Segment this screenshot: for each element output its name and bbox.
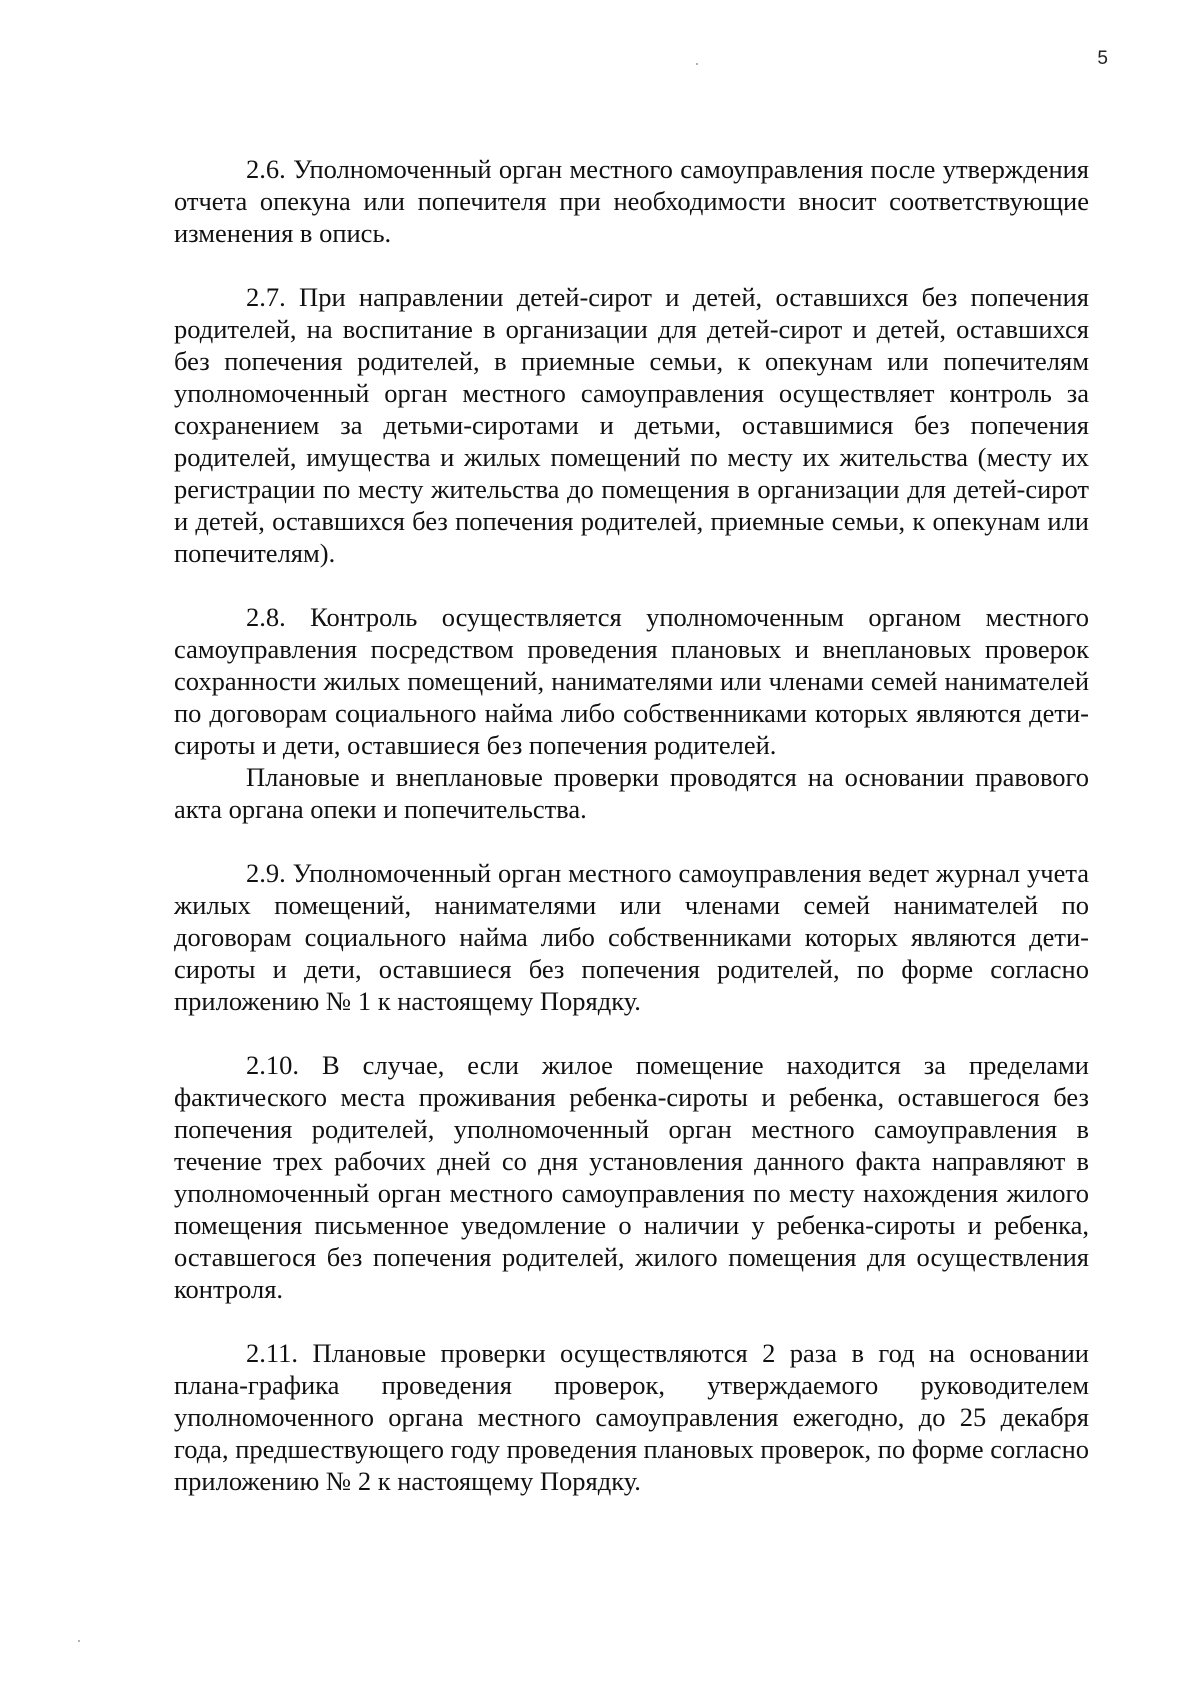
paragraph-2-8: 2.8. Контроль осуществляется уполномоченным органом местного самоуправления посредством проведения плановых и внеплановых проверок сохранности жилых помещений, нанимателями или членами семей нанимателей по договорам социального найма либо собственниками которых являются дети-сироты и дети, оставшиеся без попечения родителей. [174,602,1089,760]
scan-speck [696,63,698,65]
paragraph-2-9: 2.9. Уполномоченный орган местного самоуправления ведет журнал учета жилых помещений, нанимателями или членами семей нанимателей по договорам социального найма либо собственниками которых являются дети-сироты и дети, оставшиеся без попечения родителей, по форме согласно приложению № 1 к настоящему Порядку. [174,858,1089,1016]
paragraph-2-10: 2.10. В случае, если жилое помещение находится за пределами фактического места проживания ребенка-сироты и ребенка, оставшегося без попечения родителей, уполномоченный орган местного самоуправления в течение трех рабочих дней со дня установления данного факта направляют в уполномоченный орган местного самоуправления по месту нахождения жилого помещения письменное уведомление о наличии у ребенка-сироты и ребенка, оставшегося без попечения родителей, жилого помещения для осуществления контроля. [174,1050,1089,1304]
scan-speck [78,1640,80,1642]
paragraph-2-11: 2.11. Плановые проверки осуществляются 2 раза в год на основании плана-графика проведения проверок, утверждаемого руководителем уполномоченного органа местного самоуправления ежегодно, до 25 декабря года, предшествующего году проведения плановых проверок, по форме согласно приложению № 2 к настоящему Порядку. [174,1338,1089,1496]
paragraph-2-6: 2.6. Уполномоченный орган местного самоуправления после утверждения отчета опекуна или попечителя при необходимости вносит соответствующие изменения в опись. [174,154,1089,248]
paragraph-2-8-continuation: Плановые и внеплановые проверки проводятся на основании правового акта органа опеки и попечительства. [174,762,1089,824]
document-body [174,153,1089,1497]
page-number: 5 [1097,48,1108,69]
paragraph-2-7: 2.7. При направлении детей-сирот и детей, оставшихся без попечения родителей, на воспитание в организации для детей-сирот и детей, оставшихся без попечения родителей, в приемные семьи, к опекунам или попечителям уполномоченный орган местного самоуправления осуществляет контроль за сохранением за детьми-сиротами и детьми, оставшимися без попечения родителей, имущества и жилых помещений по месту их жительства (месту их регистрации по месту жительства до помещения в организации для детей-сирот и детей, оставшихся без попечения родителей, приемные семьи, к опекунам или попечителям). [174,282,1089,568]
